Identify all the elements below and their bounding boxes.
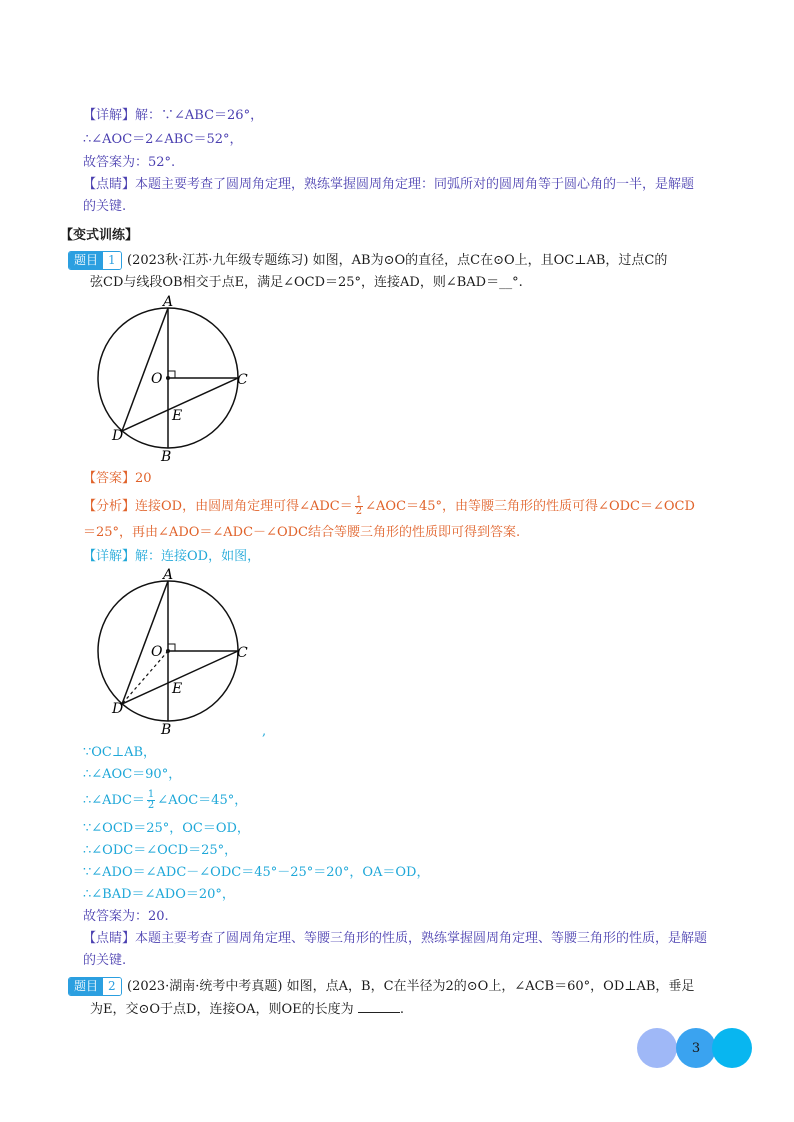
fraction-half: $\frac{1}{2}$ — [355, 495, 363, 517]
detail-label-2: 【详解】 — [83, 549, 136, 564]
analysis-line1: 【分析】连接OD，由圆周角定理可得∠ADC＝ $\frac{1}{2}$ ∠AOC＝45°，由等腰三角形的性质可得∠ODC＝∠OCD — [83, 495, 695, 517]
label-c: C — [237, 645, 248, 661]
problem2-line1: (2023·湖南·统考中考真题) 如图，点A，B，C在半径为2的⊙O上，∠ACB＝60°，OD⊥AB，垂足 — [127, 979, 695, 994]
problem2-badge: 题目 2 — [68, 977, 122, 996]
answer-blank — [358, 1001, 400, 1013]
page-circle-left — [637, 1028, 677, 1068]
fraction-half: $\frac{1}{2}$ — [147, 789, 155, 811]
detail2-step2: ∴∠AOC＝90°， — [83, 767, 182, 782]
detail2-step7: ∴∠BAD＝∠ADO＝20°， — [83, 887, 235, 902]
label-c: C — [237, 372, 248, 388]
problem1-badge: 题目 1 — [68, 251, 122, 270]
detail2-intro: 【详解】解：连接OD，如图， — [83, 549, 261, 564]
detail2-step6: ∵∠ADO＝∠ADC－∠ODC＝45°－25°＝20°，OA＝OD， — [83, 865, 430, 880]
comment1-line2: 的关键. — [83, 199, 127, 214]
detail1-line1: 【详解】解：∵∠ABC＝26°， — [83, 108, 264, 123]
circle-figure-1 — [95, 295, 270, 465]
center-dot — [166, 649, 170, 653]
answer-label: 【答案】 — [83, 471, 136, 486]
detail1-line2: ∴∠AOC＝2∠ABC＝52°， — [83, 132, 243, 147]
detail2-step4: ∵∠OCD＝25°，OC＝OD， — [83, 821, 250, 836]
comment2-line2: 的关键. — [83, 953, 127, 968]
problem1-line2: 弦CD与线段OB相交于点E，满足∠OCD＝25°，连接AD，则∠BAD＝__°. — [90, 275, 523, 290]
problem2-line2: 为E，交⊙O于点D，连接OA，则OE的长度为 . — [90, 1002, 404, 1017]
label-d: D — [112, 428, 124, 444]
comment2-line1: 【点睛】本题主要考查了圆周角定理、等腰三角形的性质，熟练掌握圆周角定理、等腰三角形的性质，是解题 — [83, 931, 708, 946]
page-number: 3 — [676, 1028, 716, 1068]
label-o: O — [151, 371, 163, 387]
comment-label-2: 【点睛】 — [83, 931, 136, 946]
comment1-line1: 【点睛】本题主要考查了圆周角定理，熟练掌握圆周角定理：同弧所对的圆周角等于圆心角的一半，是解题 — [83, 177, 695, 192]
page-circle-right — [712, 1028, 752, 1068]
problem1-line1: (2023秋·江苏·九年级专题练习) 如图，AB为⊙O的直径，点C在⊙O上，且OC⊥AB，过点C的 — [127, 253, 668, 268]
label-b: B — [161, 722, 172, 738]
detail2-step5: ∴∠ODC＝∠OCD＝25°， — [83, 843, 238, 858]
detail2-step1: ∵OC⊥AB， — [83, 745, 157, 760]
circle-figure-2 — [95, 568, 270, 738]
label-o: O — [151, 644, 163, 660]
detail2-step3: ∴∠ADC＝ $\frac{1}{2}$ ∠AOC＝45°， — [83, 789, 248, 811]
detail-label: 【详解】 — [83, 108, 136, 123]
answer-line — [83, 469, 152, 489]
detail2-step8: 故答案为：20. — [83, 909, 169, 924]
section-title: 【变式训练】 — [60, 228, 139, 243]
analysis-line2: ＝25°，再由∠ADO＝∠ADC－∠ODC结合等腰三角形的性质即可得到答案. — [83, 525, 521, 540]
answer-value: 20 — [135, 471, 152, 486]
analysis-label: 【分析】 — [83, 499, 136, 514]
comment-label: 【点睛】 — [83, 177, 136, 192]
label-d: D — [112, 701, 124, 717]
label-b: B — [161, 449, 172, 465]
detail1-line3: 故答案为：52°. — [83, 155, 176, 170]
label-e: E — [172, 408, 183, 424]
label-a: A — [163, 568, 174, 583]
center-dot — [166, 376, 170, 380]
label-e: E — [172, 681, 183, 697]
label-a: A — [163, 295, 174, 310]
figure-comma: , — [262, 724, 267, 739]
